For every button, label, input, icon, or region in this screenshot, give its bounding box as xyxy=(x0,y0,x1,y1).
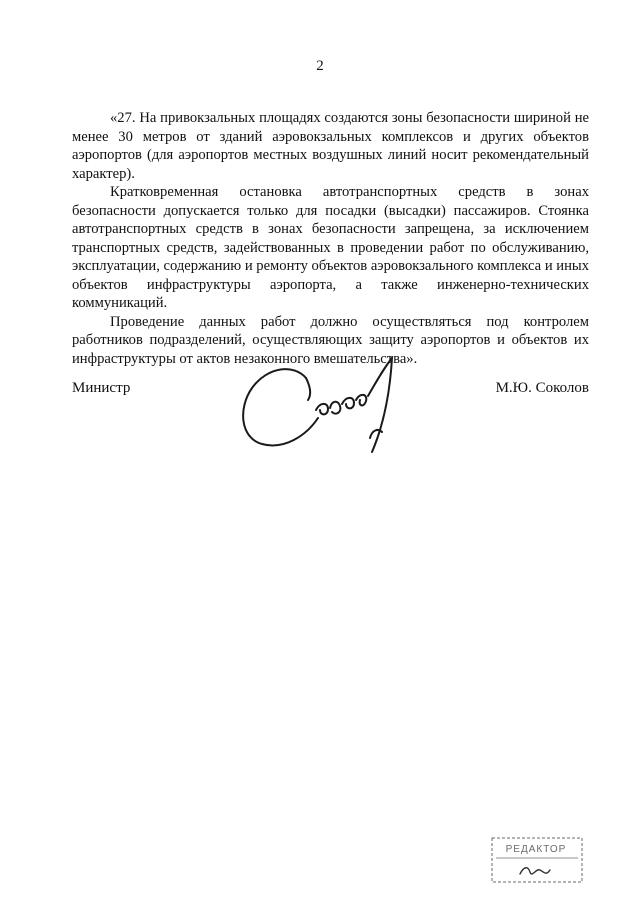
document-body xyxy=(72,109,589,368)
editor-stamp xyxy=(490,834,586,886)
page-number: 2 xyxy=(316,58,324,74)
signer-name: М.Ю. Соколов xyxy=(495,380,589,396)
signature-block xyxy=(72,380,589,480)
handwritten-signature xyxy=(232,352,402,462)
svg-text:РЕДАКТОР: РЕДАКТОР xyxy=(505,844,567,855)
paragraph-parking-rules: Кратковременная остановка автотранспортных средств в зонах безопасности допускается только для посадки (высадки) пассажиров. Стоянка автотранспортных средств в зонах безопасности запрещена, за исключением транспортных средств, задействованных в проведении работ по обслуживанию, эксплуатации, содержанию и ремонту объектов аэровокзального комплекса и иных объектов инфраструктуры аэропорта, а также инженерно-технических коммуникаций. xyxy=(72,184,589,311)
paragraph-control: Проведение данных работ должно осуществляться под контролем работников подразделений, осуществляющих защиту аэропортов и объектов их инфраструктуры от актов незаконного вмешательства». xyxy=(72,313,589,367)
paragraph-safety-zones: «27. На привокзальных площадях создаются зоны безопасности шириной не менее 30 метров от зданий аэровокзальных комплексов и других объектов аэропортов (для аэропортов местных воздушных линий носит рекомендательный характер). xyxy=(72,110,589,182)
signer-position: Министр xyxy=(72,380,131,396)
